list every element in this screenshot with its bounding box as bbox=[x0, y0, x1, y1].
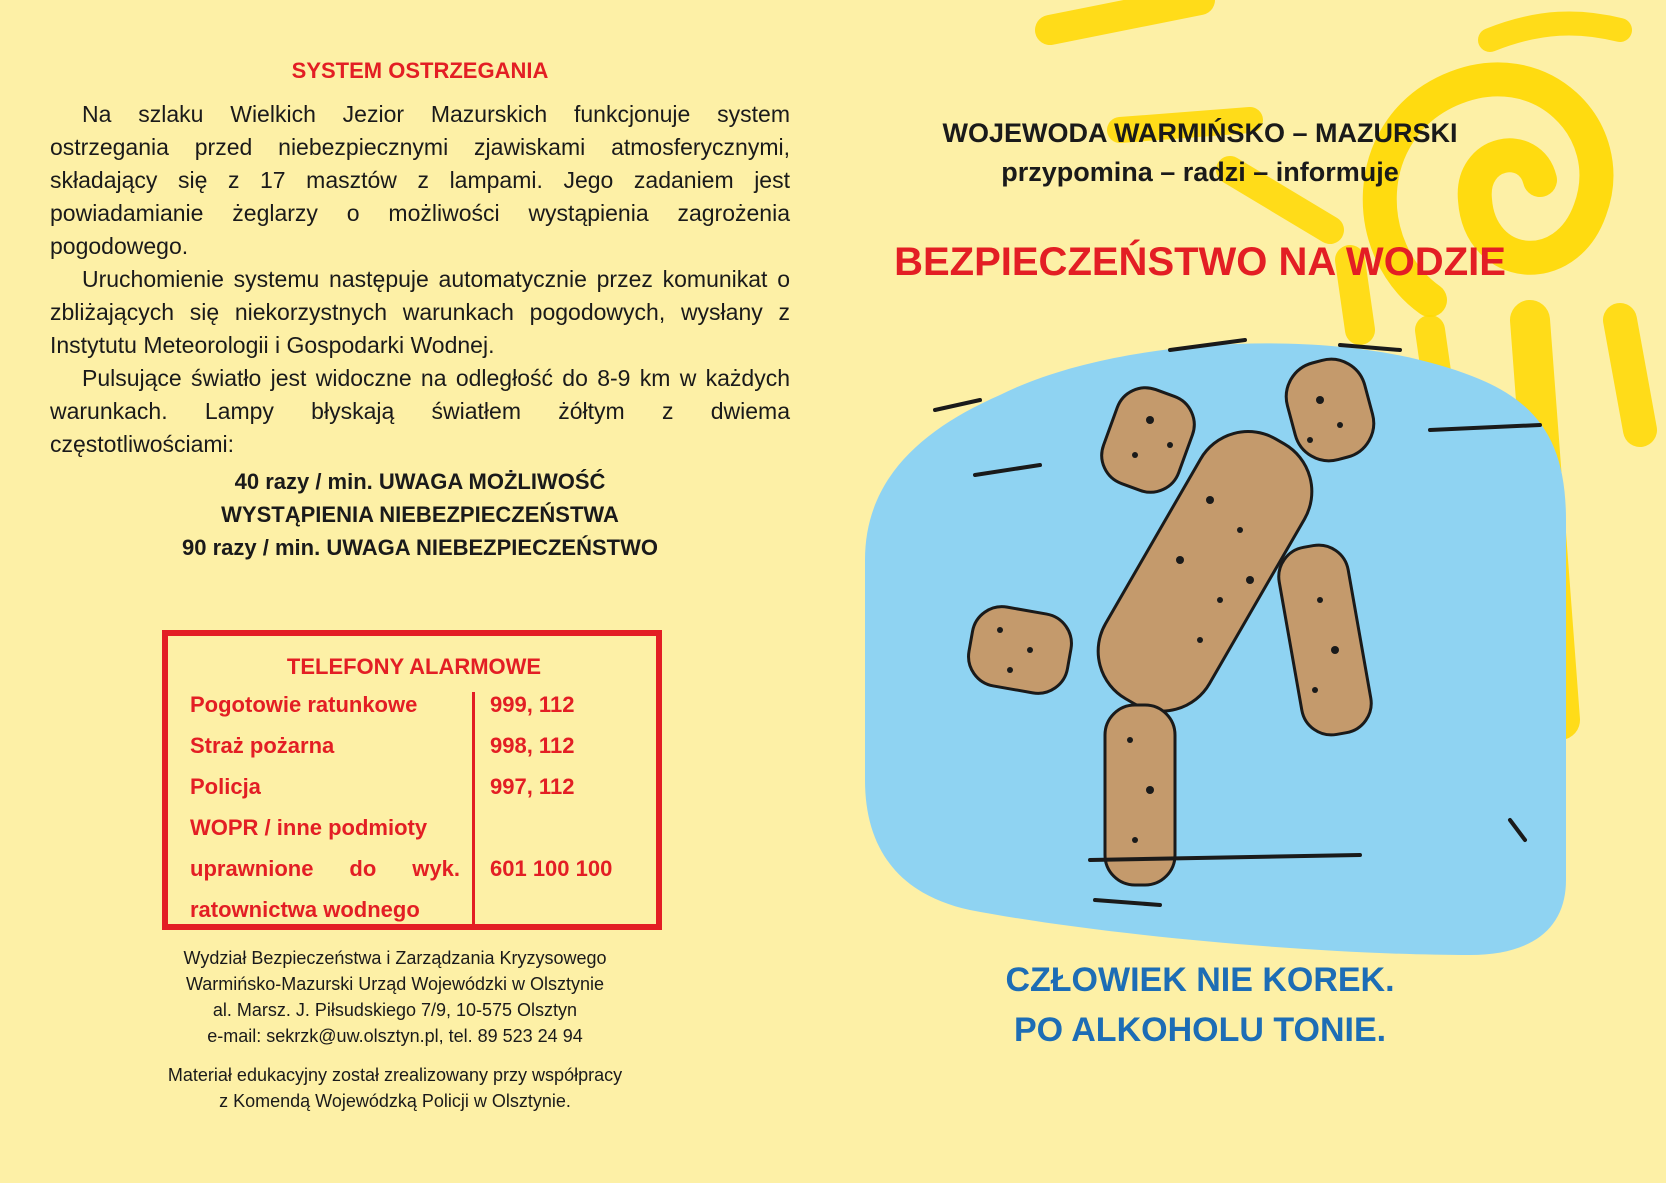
warning-section bbox=[50, 58, 790, 922]
service-number: 999, 112 bbox=[490, 692, 575, 717]
slogan-line-1: CZŁOWIEK NIE KOREK. bbox=[1005, 961, 1395, 999]
address-line-3: al. Marsz. J. Piłsudskiego 7/9, 10-575 Olsztyn bbox=[212, 1000, 578, 1020]
address-line-2: Warmińsko-Mazurski Urząd Wojewódzki w Olsztynie bbox=[185, 974, 605, 994]
office-address bbox=[50, 945, 740, 1049]
service-name: ratownictwa wodnego bbox=[190, 897, 420, 922]
service-name: Pogotowie ratunkowe bbox=[190, 692, 418, 717]
table-row bbox=[190, 850, 638, 891]
tagline: przypomina – radzi – informuje bbox=[1001, 157, 1399, 187]
service-number: 997, 112 bbox=[490, 774, 575, 799]
slogan-line-2: PO ALKOHOLU TONIE. bbox=[1013, 1011, 1387, 1049]
issuer-heading: WOJEWODA WARMIŃSKO – MAZURSKI bbox=[942, 118, 1458, 148]
warning-paragraph-2: Uruchomienie systemu następuje automatycznie przez komunikat o zbliżających się niekorzystnych warunkach pogodowych, wysłany z Instytutu Meteorologii i Gospodarki Wodnej. bbox=[50, 266, 790, 358]
frequency-list bbox=[50, 465, 790, 564]
frequency-line-1: 40 razy / min. UWAGA MOŻLIWOŚĆ bbox=[234, 469, 606, 494]
table-row bbox=[190, 891, 638, 932]
frequency-line-3: 90 razy / min. UWAGA NIEBEZPIECZEŃSTWO bbox=[182, 535, 658, 560]
warning-paragraph-3: Pulsujące światło jest widoczne na odległość do 8-9 km w każdych warunkach. Lampy błyskają światłem żółtym z dwiema częstotliwościami: bbox=[50, 365, 790, 457]
cooperation-note bbox=[50, 1062, 740, 1114]
warning-title: SYSTEM OSTRZEGANIA bbox=[291, 58, 549, 83]
service-name: uprawnione do wyk. bbox=[190, 856, 460, 881]
frequency-line-2: WYSTĄPIENIA NIEBEZPIECZEŃSTWA bbox=[221, 502, 619, 527]
table-row bbox=[190, 809, 638, 850]
service-name: Policja bbox=[190, 774, 261, 799]
address-line-4: e-mail: sekrzk@uw.olsztyn.pl, tel. 89 523 24 94 bbox=[207, 1026, 583, 1046]
note-line-2: z Komendą Wojewódzką Policji w Olsztynie. bbox=[219, 1091, 571, 1111]
service-name: Straż pożarna bbox=[190, 733, 335, 758]
emergency-phones-box bbox=[162, 630, 662, 930]
table-row bbox=[190, 768, 638, 809]
service-name: WOPR / inne podmioty bbox=[190, 815, 428, 840]
table-row bbox=[190, 686, 638, 727]
warning-paragraph-1: Na szlaku Wielkich Jezior Mazurskich funkcjonuje system ostrzegania przed niebezpiecznymi zjawiskami atmosferycznymi, składający się z 17 masztów z lampami. Jego zadaniem jest powiadamianie żeglarzy o możliwości wystąpienia zagrożenia pogodowego. bbox=[50, 101, 790, 259]
address-line-1: Wydział Bezpieczeństwa i Zarządzania Kryzysowego bbox=[183, 948, 607, 968]
service-number: 601 100 100 bbox=[490, 856, 613, 881]
note-line-1: Materiał edukacyjny został zrealizowany przy współpracy bbox=[167, 1065, 623, 1085]
emergency-phones-title: TELEFONY ALARMOWE bbox=[286, 654, 542, 679]
service-number: 998, 112 bbox=[490, 733, 575, 758]
slogan bbox=[940, 955, 1460, 1055]
table-row bbox=[190, 727, 638, 768]
cover-title: BEZPIECZEŃSTWO NA WODZIE bbox=[894, 240, 1506, 284]
